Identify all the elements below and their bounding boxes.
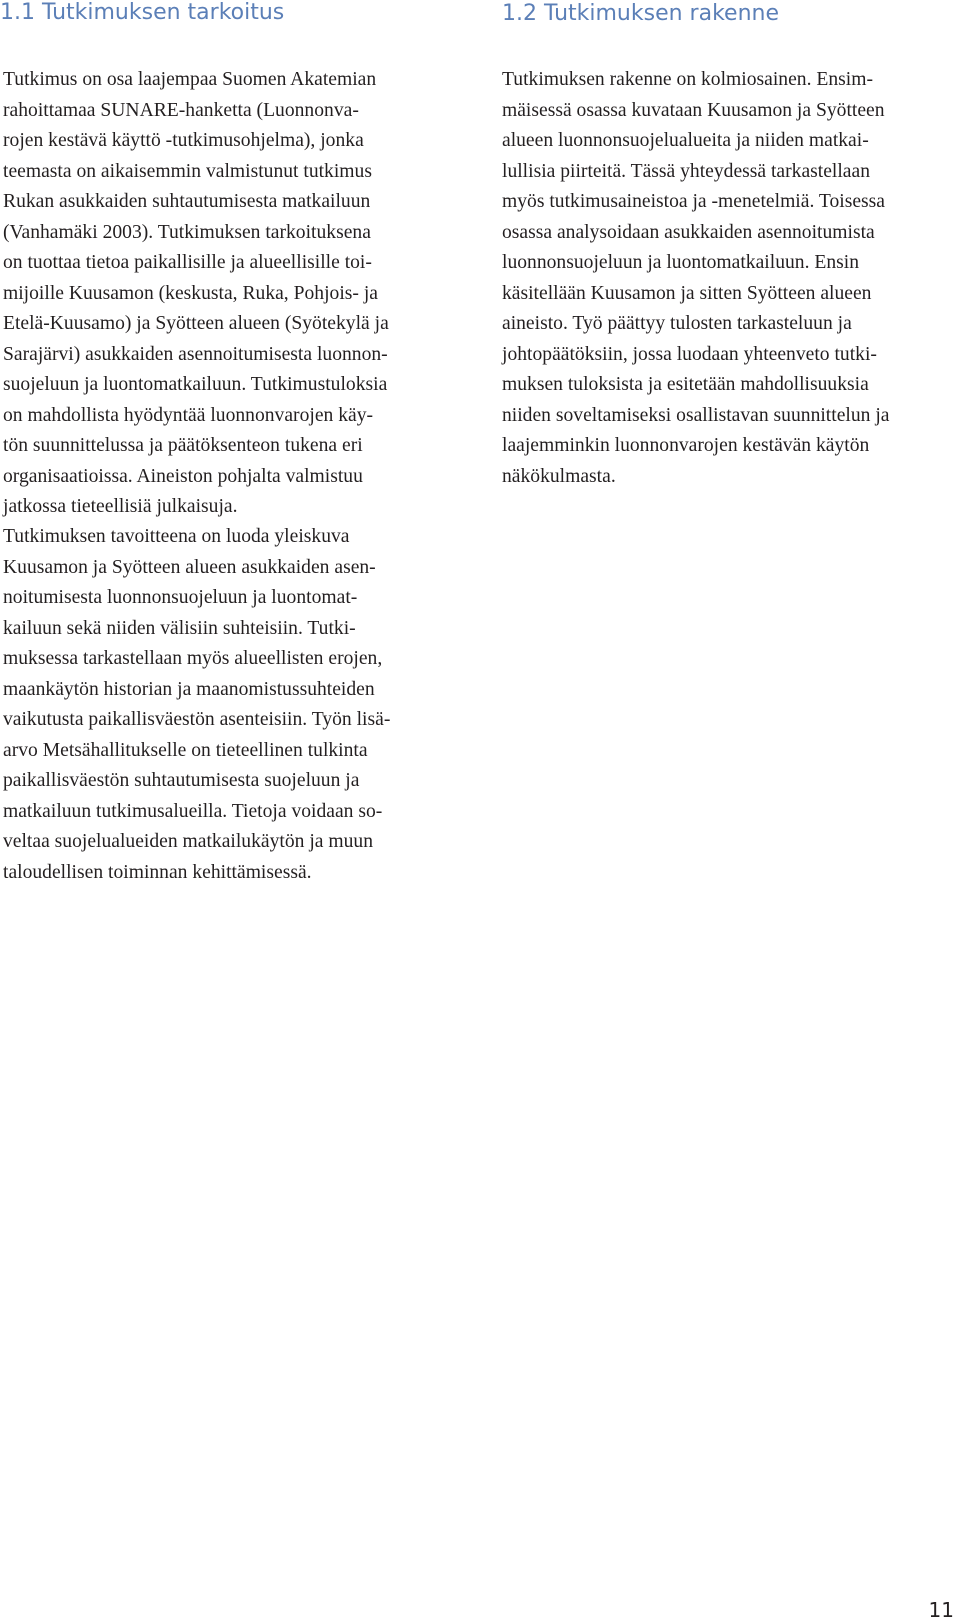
section-heading-rakenne: 1.2 Tutkimuksen rakenne	[502, 1, 779, 26]
text-line: luonnonsuojeluun ja luontomatkailuun. Ensin	[502, 252, 860, 273]
text-line: maankäytön historian ja maanomistussuhteiden	[3, 678, 375, 700]
text-line: jatkossa tieteellisiä julkaisuja.	[3, 496, 238, 517]
text-line: alueen luonnonsuojelualueita ja niiden matkai-	[502, 130, 869, 151]
text-line: (Vanhamäki 2003). Tutkimuksen tarkoituksena	[3, 221, 371, 243]
text-line: Tutkimus on osa laajempaa Suomen Akatemian	[3, 69, 377, 90]
text-line: teemasta on aikaisemmin valmistunut tutkimus	[3, 160, 372, 182]
paragraph-tarkoitus	[3, 65, 389, 523]
text-line: paikallisväestön suhtautumisesta suojeluun ja	[3, 770, 360, 791]
page-number: 11	[928, 1598, 954, 1622]
text-line: arvo Metsähallitukselle on tieteellinen tulkinta	[3, 739, 368, 761]
text-line: johtopäätöksiin, jossa luodaan yhteenveto tutki-	[502, 343, 877, 365]
text-line: lullisia piirteitä. Tässä yhteydessä tarkastellaan	[502, 160, 870, 182]
text-line: mäisessä osassa kuvataan Kuusamon ja Syötteen	[502, 99, 885, 121]
text-line: rojen kestävä käyttö -tutkimusohjelma), jonka	[3, 130, 364, 151]
text-line: muksessa tarkastellaan myös alueellisten erojen,	[3, 648, 383, 669]
text-line: taloudellisen toiminnan kehittämisessä.	[3, 861, 312, 883]
text-line: on tuottaa tietoa paikallisille ja alueellisille toi-	[3, 252, 372, 273]
text-line: organisaatioissa. Aineiston pohjalta valmistuu	[3, 465, 363, 487]
text-line: matkailuun tutkimusalueilla. Tietoja voidaan so-	[3, 800, 383, 822]
text-line: suojeluun ja luontomatkailuun. Tutkimustuloksia	[3, 374, 388, 395]
text-line: mijoille Kuusamon (keskusta, Ruka, Pohjois- ja	[3, 282, 378, 304]
text-line: osassa analysoidaan asukkaiden asennoitumista	[502, 221, 875, 243]
text-line: Sarajärvi) asukkaiden asennoitumisesta luonnon-	[3, 343, 388, 365]
text-line: kailuun sekä niiden välisiin suhteisiin. Tutki-	[3, 617, 356, 639]
text-line: Rukan asukkaiden suhtautumisesta matkailuun	[3, 191, 371, 212]
text-line: laajemminkin luonnonvarojen kestävän käytön	[502, 435, 870, 456]
paragraph-rakenne	[502, 65, 889, 492]
text-line: Tutkimuksen tavoitteena on luoda yleiskuva	[3, 526, 350, 547]
paragraph-tavoite	[3, 522, 390, 888]
text-line: Etelä-Kuusamo) ja Syötteen alueen (Syötekylä ja	[3, 313, 389, 334]
text-line: rahoittamaa SUNARE-hanketta (Luonnonva-	[3, 99, 359, 121]
text-line: aineisto. Työ päättyy tulosten tarkasteluun ja	[502, 313, 852, 334]
text-line: myös tutkimusaineistoa ja -menetelmiä. Toisessa	[502, 191, 885, 212]
text-line: tön suunnittelussa ja päätöksenteon tukena eri	[3, 435, 363, 456]
text-line: Tutkimuksen rakenne on kolmiosainen. Ensim-	[502, 69, 873, 90]
text-line: veltaa suojelualueiden matkailukäytön ja muun	[3, 831, 373, 852]
text-line: Kuusamon ja Syötteen alueen asukkaiden asen-	[3, 556, 376, 578]
text-line: vaikutusta paikallisväestön asenteisiin. Työn lisä-	[3, 709, 391, 730]
text-line: on mahdollista hyödyntää luonnonvarojen käy-	[3, 404, 374, 426]
text-line: näkökulmasta.	[502, 465, 616, 487]
section-heading-tarkoitus: 1.1 Tutkimuksen tarkoitus	[0, 0, 285, 25]
text-line: noitumisesta luonnonsuojeluun ja luontomat-	[3, 587, 358, 608]
text-line: niiden soveltamiseksi osallistavan suunnittelun ja	[502, 404, 890, 426]
text-line: muksen tuloksista ja esitetään mahdollisuuksia	[502, 374, 869, 395]
text-line: käsitellään Kuusamon ja sitten Syötteen alueen	[502, 282, 872, 304]
